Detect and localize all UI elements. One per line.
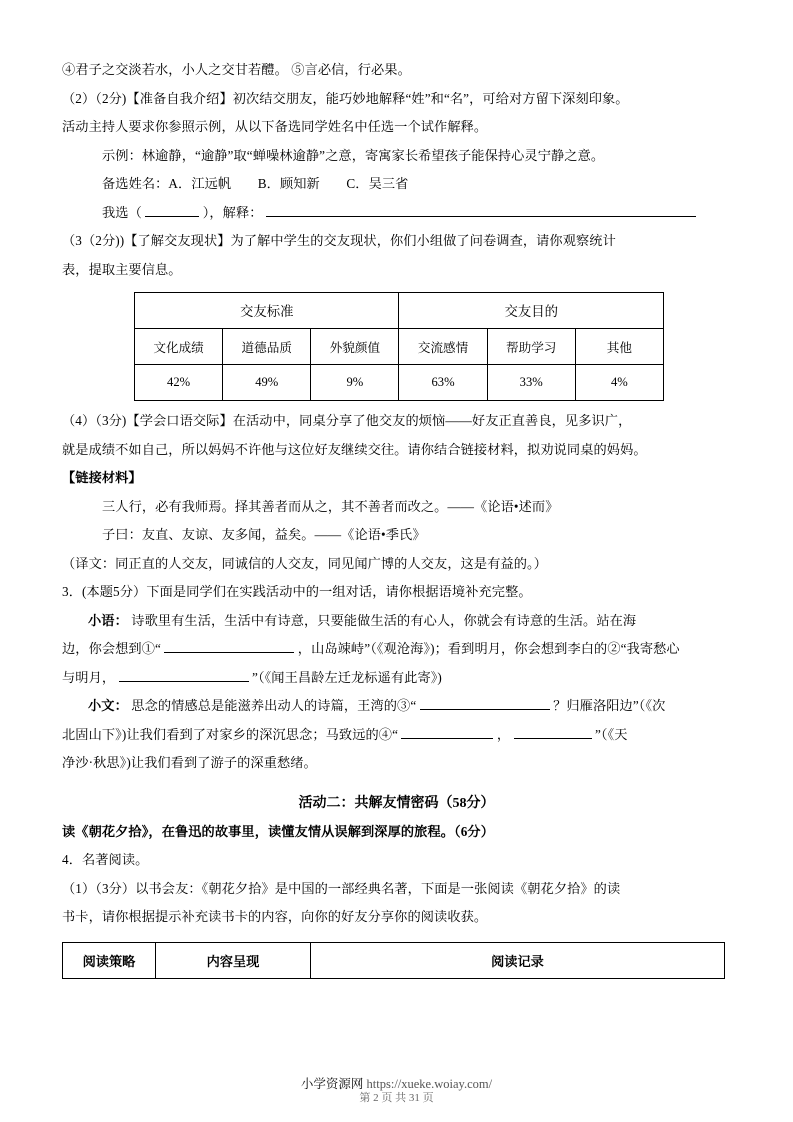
paragraph-q2-line1: （2）（2分)【准备自我介绍】初次结交朋友，能巧妙地解释“姓”和“名”，可给对方留下深刻印象。 [62, 90, 629, 106]
xiaowen-text-b-post: ”（《天 [594, 726, 628, 742]
answer-choice-blank[interactable] [145, 216, 199, 217]
table-row-values [135, 365, 664, 401]
answer-prefix: 我选（ [102, 204, 142, 220]
value-1: 49% [223, 365, 311, 401]
paragraph-material-1: 三人行，必有我师焉。择其善者而从之，其不善者而改之。——《论语•述而》 [102, 498, 559, 514]
paragraph-quotes-45: ④君子之交淡若水，小人之交甘若醴。 ⑤言必信，行必果。 [62, 62, 411, 77]
xiaoyu-text-c-pre: 与明月， [62, 669, 116, 685]
card-header-record: 阅读记录 [311, 942, 725, 978]
value-3: 63% [399, 365, 487, 401]
watermark-site-name: 小学资源网 [300, 1077, 364, 1091]
answer-explain-blank[interactable] [266, 216, 696, 217]
activity-two-title: 活动二：共解友情密码（58分） [298, 795, 495, 811]
paragraph-xiaoyu-line1 [62, 607, 731, 636]
answer-mid: ），解释： [202, 204, 263, 220]
fill-blank-2[interactable] [119, 681, 249, 682]
paragraph-q4-1-line2: 书卡，请你根据提示补充读书卡的内容，向你的好友分享你的阅读收获。 [62, 909, 488, 924]
paragraph-material-translation: （译文：同正直的人交友，同诚信的人交友，同见闻广博的人交友，这是有益的。） [62, 555, 548, 571]
heading-linked-material: 【链接材料】 [62, 470, 142, 485]
paragraph-q3-dialogue-intro: 3．(本题5分）下面是同学们在实践活动中的一组对话，请你根据语境补充完整。 [62, 584, 532, 599]
group-header-purpose: 交友目的 [399, 293, 664, 329]
sub-header-2: 外貌颜值 [311, 329, 399, 365]
paragraph-q4-1-line1: （1）（3分）以书会友：《朝花夕拾》是中国的一部经典名著，下面是一张阅读《朝花夕拾》的读 [62, 880, 621, 896]
table-row-sub-headers [135, 329, 664, 365]
xiaowen-text-b-pre: 北固山下》)让我们看到了对家乡的深沉思念；马致远的④“ [62, 726, 399, 742]
paragraph-q3-line2: 表，提取主要信息。 [62, 261, 182, 277]
paragraph-xiaowen-line3: 净沙·秋思》)让我们看到了游子的深重愁绪。 [62, 755, 317, 770]
xiaoyu-text-c-post: ”（《闻王昌龄左迁龙标遥有此寄》) [251, 669, 442, 685]
card-header-content: 内容呈现 [156, 942, 311, 978]
sub-header-3: 交流感情 [399, 329, 487, 365]
survey-table [134, 292, 664, 401]
paragraph-example: 示例：林逾静，“逾静”取“蝉噪林逾静”之意，寄寓家长希望孩子能保持心灵宁静之意。 [102, 147, 605, 163]
watermark-url: https://xueke.woiay.com/ [366, 1077, 493, 1091]
xiaowen-text-b-mid: ， [496, 726, 511, 742]
value-0: 42% [135, 365, 223, 401]
survey-table-wrapper [134, 292, 731, 401]
xiaowen-text-a-post: ？归雁洛阳边”（《次 [553, 698, 666, 713]
fill-blank-4a[interactable] [401, 738, 493, 739]
paragraph-answer-row [62, 199, 731, 228]
value-2: 9% [311, 365, 399, 401]
table-row [63, 942, 725, 978]
activity-two-subtitle: 读《朝花夕拾》，在鲁迅的故事里，读懂友情从误解到深厚的旅程。（6分） [62, 823, 494, 839]
paragraph-name-options: 备选姓名：A．江远帆 B．顾知新 C．吴三省 [102, 176, 409, 191]
value-5: 4% [575, 365, 663, 401]
paragraph-material-2: 子曰：友直、友谅、友多闻，益矣。——《论语•季氏》 [102, 527, 426, 542]
reading-card-table [62, 942, 725, 979]
sub-header-0: 文化成绩 [135, 329, 223, 365]
paragraph-xiaoyu-line3 [62, 664, 731, 693]
paragraph-xiaoyu-line2 [62, 635, 731, 664]
speaker-xiaoyu: 小语： [88, 612, 128, 628]
fill-blank-4b[interactable] [514, 738, 592, 739]
fill-blank-1[interactable] [164, 652, 294, 653]
paragraph-q3-line1: （3（2分))【了解交友现状】为了解中学生的交友现状，你们小组做了问卷调查，请你观察统计 [62, 233, 616, 248]
fill-blank-3[interactable] [420, 709, 550, 710]
reading-card-wrapper [62, 942, 731, 979]
value-4: 33% [487, 365, 575, 401]
sub-header-4: 帮助学习 [487, 329, 575, 365]
table-row-group-headers [135, 293, 664, 329]
paragraph-xiaowen-line2 [62, 721, 731, 750]
page-number: 第 2 页 共 31 页 [359, 1092, 434, 1104]
xiaoyu-text-a: 诗歌里有生活，生活中有诗意，只要能做生活的有心人，你就会有诗意的生活。站在海 [131, 612, 637, 628]
paragraph-q4-line2: 就是成绩不如自己，所以妈妈不许他与这位好友继续交往。请你结合链接材料，拟劝说同桌的妈妈。 [62, 441, 647, 457]
card-header-strategy: 阅读策略 [63, 942, 156, 978]
sub-header-5: 其他 [575, 329, 663, 365]
paragraph-q4-line1: （4）（3分)【学会口语交际】在活动中，同桌分享了他交友的烦恼——好友正直善良，见多识广， [62, 413, 632, 428]
paragraph-xiaowen-line1 [62, 692, 731, 721]
sub-header-1: 道德品质 [223, 329, 311, 365]
group-header-standard: 交友标准 [135, 293, 399, 329]
paragraph-q4-title: 4．名著阅读。 [62, 852, 149, 867]
speaker-xiaowen: 小文： [88, 698, 128, 713]
xiaoyu-text-b-pre: 边，你会想到①“ [62, 641, 161, 656]
xiaoyu-text-b-mid: ，山岛竦峙”（《观沧海》)；看到明月，你会想到李白的②“我寄愁心 [297, 641, 680, 656]
xiaowen-text-a-pre: 思念的情感总是能滋养出动人的诗篇，王湾的③“ [131, 698, 417, 713]
paragraph-q2-line2: 活动主持人要求你参照示例，从以下备选同学姓名中任选一个试作解释。 [62, 119, 488, 134]
